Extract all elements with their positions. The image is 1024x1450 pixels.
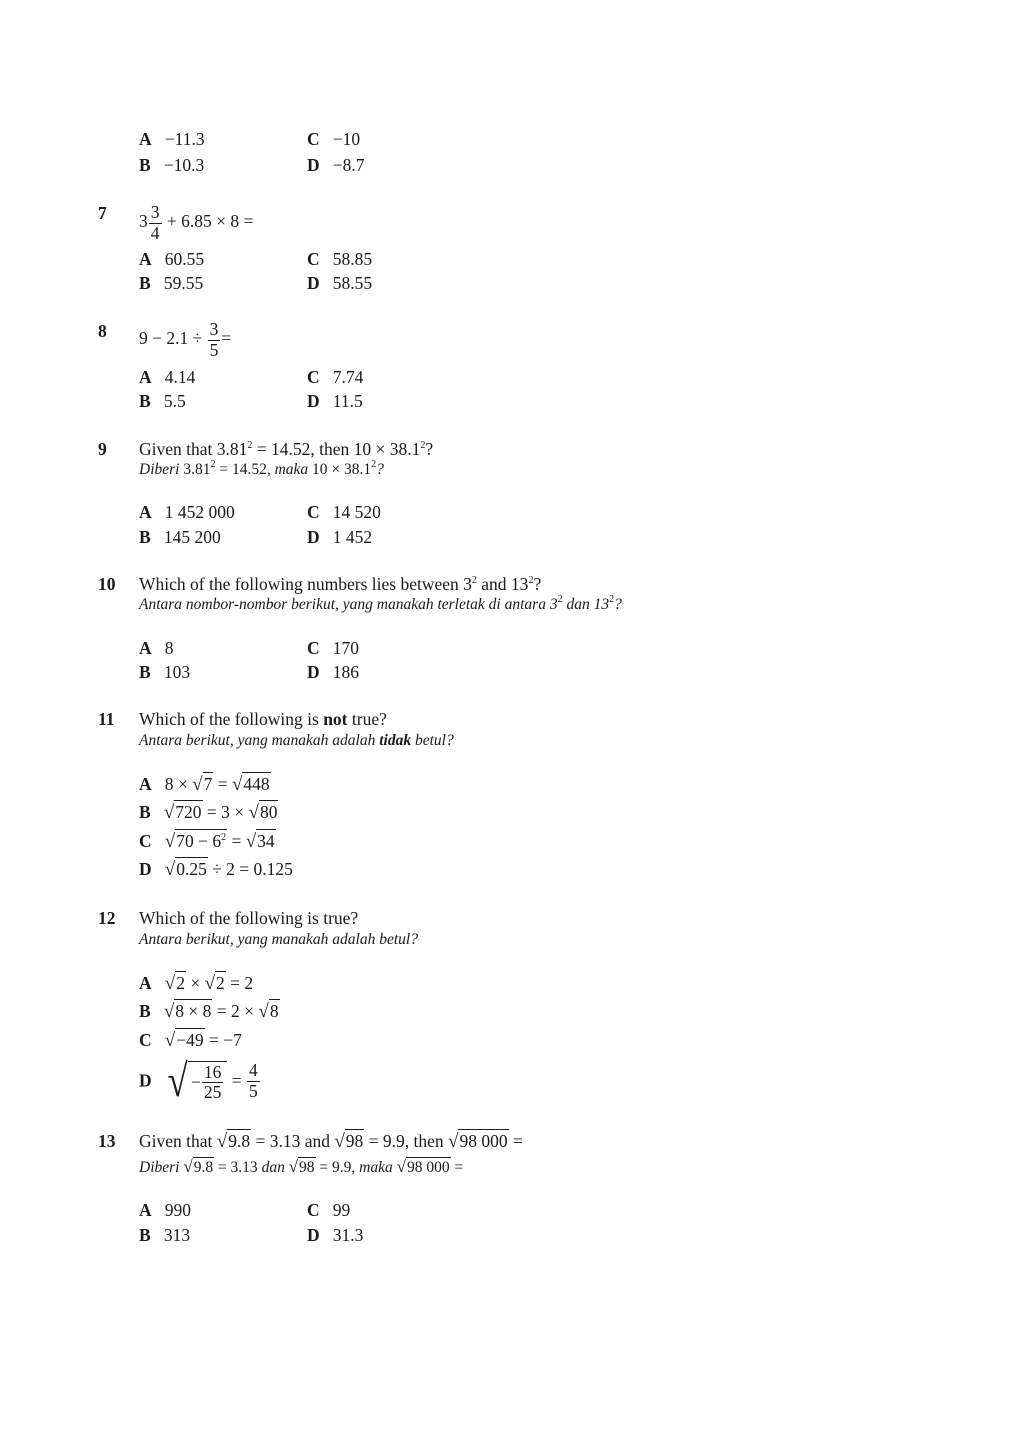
mixed-fraction: $\frac{3}{4}$ [150, 202, 160, 243]
question-expression: 9 − 2.1 ÷ $\frac{3}{5}$ = [139, 319, 232, 360]
option-b: B √720 = 3 × √80 [139, 802, 278, 823]
square-root: √8 × 8 [163, 1001, 212, 1022]
option-b: B 103 [139, 662, 191, 682]
q6-option-b: B −10.3 [139, 155, 205, 175]
question-text-english: Which of the following is true? [139, 908, 359, 928]
question-text-english: Given that √9.8 = 3.13 and √98 = 9.9, then √98 000 = [139, 1131, 523, 1152]
square-root: √2 [164, 973, 185, 994]
question-number: 12 [98, 908, 116, 928]
option-d: D √ − $\frac{16}{25}$ = $\frac{4}{5}$ [139, 1055, 258, 1106]
option-a: A 1 452 000 [139, 502, 235, 522]
option-a: A 60.55 [139, 249, 205, 269]
option-c: C √−49 = −7 [139, 1030, 242, 1051]
question-text-malay: Antara berikut, yang manakah adalah betul? [139, 931, 418, 948]
option-c: C 170 [307, 638, 360, 658]
option-c: C 58.85 [307, 249, 373, 269]
option-a: A √2 × √2 = 2 [139, 973, 254, 994]
option-b: B √8 × 8 = 2 × √8 [139, 1001, 279, 1022]
fraction: $\frac{4}{5}$ [249, 1060, 258, 1101]
square-root: √ − $\frac{16}{25}$ [165, 1058, 228, 1104]
option-d: D 31.3 [307, 1225, 364, 1245]
question-number: 11 [98, 709, 115, 729]
question-text-malay: Diberi $3.81^2 = 14.52$, maka $10 \times 38.1^2$? [139, 459, 384, 478]
option-a: A 4.14 [139, 367, 196, 387]
option-d: D √0.25 ÷ 2 = 0.125 [139, 859, 293, 880]
q6-option-a: A −11.3 [139, 129, 205, 149]
square-root: $√70 - 6^2$ [164, 831, 227, 852]
option-c: C 7.74 [307, 367, 364, 387]
option-b: B 59.55 [139, 273, 204, 293]
question-number: 13 [98, 1131, 116, 1151]
option-d: D 1 452 [307, 527, 373, 547]
option-d: D 58.55 [307, 273, 373, 293]
option-c: C $√70 - 6^2 = √34$ [139, 831, 275, 852]
option-a: A 990 [139, 1200, 192, 1220]
question-text-english: Which of the following is not true? [139, 709, 387, 729]
square-root: √448 [231, 774, 270, 795]
square-root: √720 [163, 802, 202, 823]
square-root: √98 [288, 1157, 315, 1176]
square-root: √80 [248, 802, 278, 823]
option-a: A 8 [139, 638, 174, 658]
question-number: 8 [98, 321, 107, 341]
square-root: √34 [245, 831, 275, 852]
square-root: √7 [192, 774, 213, 795]
square-root: √98 [334, 1131, 364, 1152]
square-root: √98 000 [396, 1157, 450, 1176]
q6-option-c: C −10 [307, 129, 361, 149]
square-root: √8 [258, 1001, 279, 1022]
option-a: A 8 × √7 = √448 [139, 774, 270, 795]
option-d: D 186 [307, 662, 360, 682]
question-text-malay: Antara berikut, yang manakah adalah tidak betul? [139, 732, 454, 749]
square-root: √0.25 [164, 859, 207, 880]
question-text-english: Which of the following numbers lies between $3^2$ and $13^2$? [139, 574, 542, 594]
question-expression: 3 $\frac{3}{4}$ + 6.85 × 8 = [139, 202, 254, 243]
option-c: C 99 [307, 1200, 351, 1220]
option-d: D 11.5 [307, 391, 363, 411]
question-text-english: Given that $3.81^2 = 14.52$, then $10 \times 38.1^2$? [139, 439, 434, 459]
question-number: 9 [98, 439, 107, 459]
question-number: 7 [98, 203, 107, 223]
square-root: √2 [204, 973, 225, 994]
square-root: √98 000 [448, 1131, 508, 1152]
question-text-malay: Diberi √9.8 = 3.13 dan √98 = 9.9, maka √98 000 = [139, 1157, 464, 1176]
option-c: C 14 520 [307, 502, 381, 522]
q6-option-d: D −8.7 [307, 155, 365, 175]
option-b: B 313 [139, 1225, 191, 1245]
question-number: 10 [98, 574, 116, 594]
square-root: √9.8 [183, 1157, 214, 1176]
square-root: √−49 [164, 1030, 204, 1051]
option-b: B 145 200 [139, 527, 221, 547]
option-b: B 5.5 [139, 391, 186, 411]
square-root: √9.8 [216, 1131, 251, 1152]
question-text-malay: Antara nombor-nombor berikut, yang manakah terletak di antara $3^2$ dan $13^2$? [139, 594, 622, 613]
fraction: $\frac{3}{5}$ [209, 319, 219, 360]
